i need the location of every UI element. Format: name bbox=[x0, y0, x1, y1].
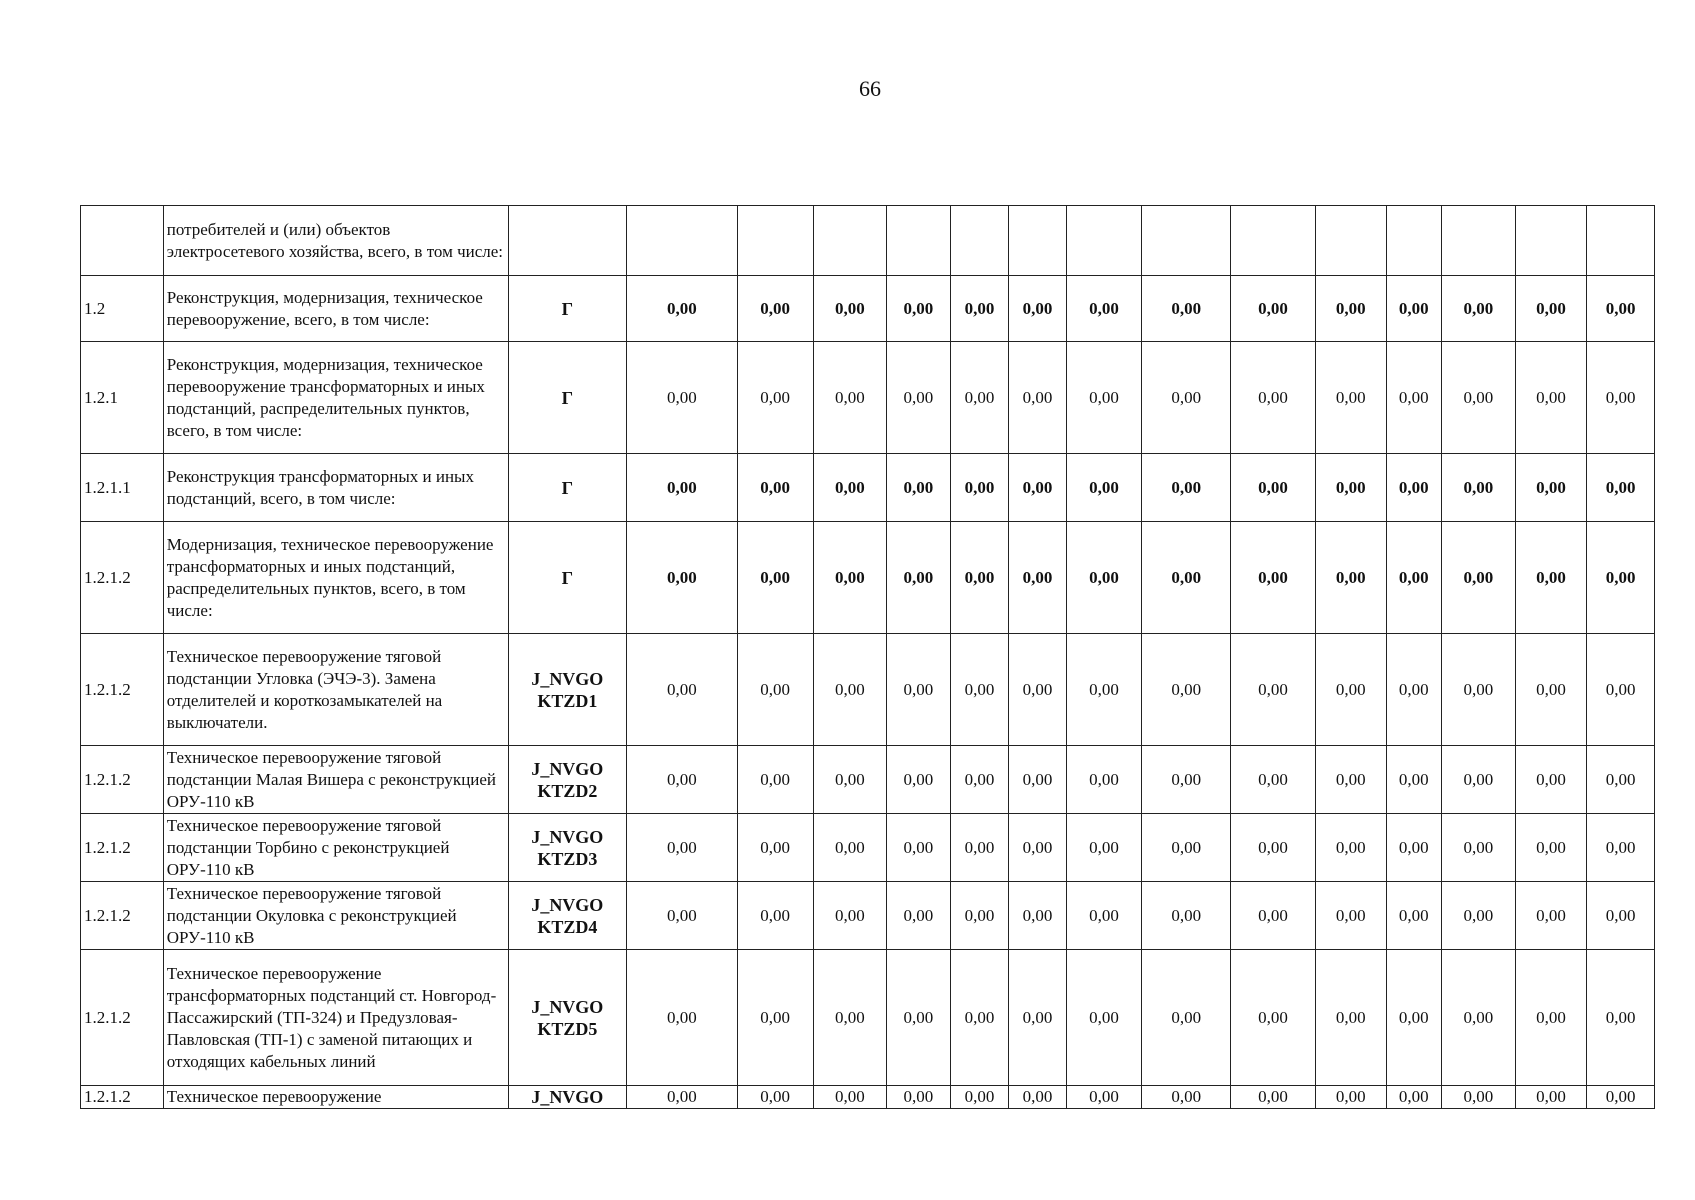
value-cell: 0,00 bbox=[950, 634, 1009, 746]
row-number: 1.2.1.2 bbox=[81, 746, 164, 814]
value-cell: 0,00 bbox=[950, 882, 1009, 950]
value-cell bbox=[1009, 206, 1067, 276]
value-cell: 0,00 bbox=[1009, 814, 1067, 882]
table-row bbox=[81, 206, 1655, 276]
value-cell: 0,00 bbox=[1142, 342, 1231, 454]
value-cell: 0,00 bbox=[1231, 276, 1316, 342]
value-cell: 0,00 bbox=[1142, 814, 1231, 882]
value-cell: 0,00 bbox=[813, 882, 887, 950]
row-description: Реконструкция, модернизация, техническое перевооружение, всего, в том числе: bbox=[163, 276, 508, 342]
row-description: Техническое перевооружение тяговой подстанции Торбино с реконструкцией ОРУ-110 кВ bbox=[163, 814, 508, 882]
value-cell: 0,00 bbox=[813, 634, 887, 746]
value-cell: 0,00 bbox=[1587, 454, 1655, 522]
row-number: 1.2.1.2 bbox=[81, 814, 164, 882]
value-cell: 0,00 bbox=[1587, 746, 1655, 814]
value-cell: 0,00 bbox=[1066, 1086, 1142, 1109]
value-cell: 0,00 bbox=[1066, 454, 1142, 522]
value-cell: 0,00 bbox=[1315, 882, 1386, 950]
project-code bbox=[508, 206, 626, 276]
value-cell: 0,00 bbox=[887, 746, 951, 814]
value-cell: 0,00 bbox=[626, 276, 737, 342]
row-description: потребителей и (или) объектов электросетевого хозяйства, всего, в том числе: bbox=[163, 206, 508, 276]
value-cell: 0,00 bbox=[1142, 882, 1231, 950]
value-cell: 0,00 bbox=[737, 814, 813, 882]
value-cell: 0,00 bbox=[1386, 814, 1441, 882]
value-cell: 0,00 bbox=[1515, 522, 1587, 634]
project-code: Г bbox=[508, 342, 626, 454]
table-row bbox=[81, 276, 1655, 342]
value-cell: 0,00 bbox=[626, 634, 737, 746]
value-cell: 0,00 bbox=[1442, 882, 1516, 950]
value-cell bbox=[737, 206, 813, 276]
value-cell: 0,00 bbox=[1142, 276, 1231, 342]
table-row bbox=[81, 454, 1655, 522]
row-description: Модернизация, техническое перевооружение трансформаторных и иных подстанций, распределительных пунктов, всего, в том числе: bbox=[163, 522, 508, 634]
value-cell: 0,00 bbox=[1315, 746, 1386, 814]
value-cell: 0,00 bbox=[737, 882, 813, 950]
row-number: 1.2.1.2 bbox=[81, 1086, 164, 1109]
value-cell: 0,00 bbox=[1386, 882, 1441, 950]
value-cell bbox=[813, 206, 887, 276]
value-cell: 0,00 bbox=[813, 950, 887, 1086]
value-cell: 0,00 bbox=[1442, 950, 1516, 1086]
value-cell: 0,00 bbox=[1442, 746, 1516, 814]
value-cell: 0,00 bbox=[1142, 950, 1231, 1086]
value-cell: 0,00 bbox=[887, 634, 951, 746]
value-cell: 0,00 bbox=[1442, 814, 1516, 882]
value-cell bbox=[1386, 206, 1441, 276]
value-cell bbox=[1587, 206, 1655, 276]
value-cell: 0,00 bbox=[1231, 634, 1316, 746]
value-cell: 0,00 bbox=[1009, 342, 1067, 454]
value-cell: 0,00 bbox=[1515, 1086, 1587, 1109]
value-cell: 0,00 bbox=[1231, 1086, 1316, 1109]
row-number: 1.2.1.2 bbox=[81, 522, 164, 634]
value-cell: 0,00 bbox=[737, 454, 813, 522]
value-cell: 0,00 bbox=[813, 276, 887, 342]
row-description: Техническое перевооружение тяговой подстанции Окуловка с реконструкцией ОРУ-110 кВ bbox=[163, 882, 508, 950]
row-number: 1.2.1.2 bbox=[81, 882, 164, 950]
value-cell bbox=[626, 206, 737, 276]
value-cell: 0,00 bbox=[737, 276, 813, 342]
value-cell: 0,00 bbox=[1066, 950, 1142, 1086]
table-row bbox=[81, 342, 1655, 454]
value-cell: 0,00 bbox=[737, 342, 813, 454]
value-cell: 0,00 bbox=[1386, 454, 1441, 522]
value-cell: 0,00 bbox=[1515, 634, 1587, 746]
project-code: Г bbox=[508, 276, 626, 342]
value-cell: 0,00 bbox=[1009, 276, 1067, 342]
value-cell: 0,00 bbox=[626, 1086, 737, 1109]
value-cell: 0,00 bbox=[1315, 522, 1386, 634]
value-cell: 0,00 bbox=[1231, 746, 1316, 814]
value-cell: 0,00 bbox=[626, 882, 737, 950]
value-cell: 0,00 bbox=[1386, 950, 1441, 1086]
row-description: Техническое перевооружение трансформаторных подстанций ст. Новгород-Пассажирский (ТП-324) и Предузловая-Павловская (ТП-1) с заменой питающих и отходящих кабельных линий bbox=[163, 950, 508, 1086]
value-cell: 0,00 bbox=[1315, 1086, 1386, 1109]
row-description: Техническое перевооружение тяговой подстанции Угловка (ЭЧЭ-3). Замена отделителей и короткозамыкателей на выключатели. bbox=[163, 634, 508, 746]
value-cell: 0,00 bbox=[1587, 276, 1655, 342]
value-cell: 0,00 bbox=[1442, 454, 1516, 522]
project-code: J_NVGO KTZD3 bbox=[508, 814, 626, 882]
value-cell: 0,00 bbox=[813, 814, 887, 882]
project-code: J_NVGO bbox=[508, 1086, 626, 1109]
row-number: 1.2 bbox=[81, 276, 164, 342]
value-cell: 0,00 bbox=[1231, 522, 1316, 634]
project-code: J_NVGO KTZD5 bbox=[508, 950, 626, 1086]
value-cell: 0,00 bbox=[626, 814, 737, 882]
value-cell: 0,00 bbox=[813, 342, 887, 454]
value-cell: 0,00 bbox=[1386, 276, 1441, 342]
value-cell bbox=[887, 206, 951, 276]
value-cell: 0,00 bbox=[1315, 634, 1386, 746]
table-row bbox=[81, 950, 1655, 1086]
value-cell: 0,00 bbox=[1386, 342, 1441, 454]
value-cell: 0,00 bbox=[1315, 454, 1386, 522]
value-cell bbox=[950, 206, 1009, 276]
value-cell: 0,00 bbox=[813, 522, 887, 634]
row-description: Реконструкция трансформаторных и иных подстанций, всего, в том числе: bbox=[163, 454, 508, 522]
value-cell: 0,00 bbox=[737, 746, 813, 814]
value-cell: 0,00 bbox=[626, 522, 737, 634]
value-cell: 0,00 bbox=[1066, 522, 1142, 634]
value-cell: 0,00 bbox=[887, 342, 951, 454]
value-cell bbox=[1142, 206, 1231, 276]
value-cell: 0,00 bbox=[950, 814, 1009, 882]
value-cell: 0,00 bbox=[1142, 522, 1231, 634]
value-cell: 0,00 bbox=[1315, 276, 1386, 342]
value-cell: 0,00 bbox=[626, 454, 737, 522]
value-cell: 0,00 bbox=[950, 746, 1009, 814]
value-cell: 0,00 bbox=[1587, 522, 1655, 634]
value-cell: 0,00 bbox=[1386, 1086, 1441, 1109]
value-cell: 0,00 bbox=[1066, 746, 1142, 814]
table-row bbox=[81, 522, 1655, 634]
value-cell: 0,00 bbox=[1142, 454, 1231, 522]
value-cell: 0,00 bbox=[813, 1086, 887, 1109]
value-cell: 0,00 bbox=[1515, 276, 1587, 342]
value-cell: 0,00 bbox=[1009, 1086, 1067, 1109]
value-cell: 0,00 bbox=[1442, 342, 1516, 454]
project-code: Г bbox=[508, 454, 626, 522]
value-cell: 0,00 bbox=[1009, 634, 1067, 746]
value-cell: 0,00 bbox=[1442, 522, 1516, 634]
value-cell: 0,00 bbox=[1231, 950, 1316, 1086]
row-number: 1.2.1.2 bbox=[81, 634, 164, 746]
table-row bbox=[81, 634, 1655, 746]
value-cell: 0,00 bbox=[1009, 522, 1067, 634]
value-cell: 0,00 bbox=[1142, 634, 1231, 746]
value-cell: 0,00 bbox=[950, 1086, 1009, 1109]
value-cell: 0,00 bbox=[737, 950, 813, 1086]
value-cell: 0,00 bbox=[950, 454, 1009, 522]
value-cell: 0,00 bbox=[887, 882, 951, 950]
value-cell: 0,00 bbox=[1587, 950, 1655, 1086]
value-cell: 0,00 bbox=[1386, 746, 1441, 814]
value-cell: 0,00 bbox=[887, 276, 951, 342]
value-cell: 0,00 bbox=[1142, 1086, 1231, 1109]
row-description: Техническое перевооружение bbox=[163, 1086, 508, 1109]
value-cell: 0,00 bbox=[1066, 814, 1142, 882]
row-number: 1.2.1.1 bbox=[81, 454, 164, 522]
value-cell: 0,00 bbox=[1315, 814, 1386, 882]
table-row bbox=[81, 746, 1655, 814]
value-cell bbox=[1315, 206, 1386, 276]
value-cell: 0,00 bbox=[1231, 454, 1316, 522]
project-code: Г bbox=[508, 522, 626, 634]
value-cell: 0,00 bbox=[1515, 454, 1587, 522]
project-code: J_NVGO KTZD2 bbox=[508, 746, 626, 814]
value-cell: 0,00 bbox=[1066, 276, 1142, 342]
value-cell: 0,00 bbox=[1587, 634, 1655, 746]
value-cell: 0,00 bbox=[1009, 454, 1067, 522]
value-cell: 0,00 bbox=[737, 634, 813, 746]
value-cell: 0,00 bbox=[1231, 342, 1316, 454]
value-cell: 0,00 bbox=[887, 1086, 951, 1109]
value-cell: 0,00 bbox=[626, 950, 737, 1086]
value-cell: 0,00 bbox=[1231, 882, 1316, 950]
value-cell: 0,00 bbox=[950, 950, 1009, 1086]
value-cell: 0,00 bbox=[1515, 814, 1587, 882]
value-cell: 0,00 bbox=[1442, 634, 1516, 746]
value-cell: 0,00 bbox=[1386, 634, 1441, 746]
value-cell bbox=[1515, 206, 1587, 276]
value-cell bbox=[1442, 206, 1516, 276]
value-cell: 0,00 bbox=[813, 454, 887, 522]
value-cell: 0,00 bbox=[1066, 342, 1142, 454]
value-cell: 0,00 bbox=[887, 950, 951, 1086]
row-number: 1.2.1.2 bbox=[81, 950, 164, 1086]
value-cell: 0,00 bbox=[1442, 1086, 1516, 1109]
value-cell: 0,00 bbox=[950, 522, 1009, 634]
value-cell bbox=[1231, 206, 1316, 276]
row-description: Техническое перевооружение тяговой подстанции Малая Вишера с реконструкцией ОРУ-110 кВ bbox=[163, 746, 508, 814]
table-row bbox=[81, 882, 1655, 950]
value-cell: 0,00 bbox=[1009, 882, 1067, 950]
value-cell: 0,00 bbox=[1587, 882, 1655, 950]
row-number: 1.2.1 bbox=[81, 342, 164, 454]
value-cell: 0,00 bbox=[950, 342, 1009, 454]
table-row bbox=[81, 1086, 1655, 1109]
project-code: J_NVGO KTZD1 bbox=[508, 634, 626, 746]
value-cell: 0,00 bbox=[1442, 276, 1516, 342]
value-cell: 0,00 bbox=[887, 522, 951, 634]
value-cell: 0,00 bbox=[1066, 634, 1142, 746]
value-cell: 0,00 bbox=[737, 522, 813, 634]
value-cell: 0,00 bbox=[950, 276, 1009, 342]
value-cell: 0,00 bbox=[1587, 1086, 1655, 1109]
value-cell: 0,00 bbox=[1515, 950, 1587, 1086]
table-row bbox=[81, 814, 1655, 882]
value-cell: 0,00 bbox=[626, 342, 737, 454]
value-cell: 0,00 bbox=[887, 454, 951, 522]
value-cell: 0,00 bbox=[737, 1086, 813, 1109]
value-cell bbox=[1066, 206, 1142, 276]
value-cell: 0,00 bbox=[1315, 950, 1386, 1086]
value-cell: 0,00 bbox=[1009, 746, 1067, 814]
page-number: 66 bbox=[859, 76, 881, 101]
value-cell: 0,00 bbox=[626, 746, 737, 814]
value-cell: 0,00 bbox=[813, 746, 887, 814]
value-cell: 0,00 bbox=[1009, 950, 1067, 1086]
value-cell: 0,00 bbox=[1587, 342, 1655, 454]
row-description: Реконструкция, модернизация, техническое перевооружение трансформаторных и иных подстанций, распределительных пунктов, всего, в том числе: bbox=[163, 342, 508, 454]
value-cell: 0,00 bbox=[1587, 814, 1655, 882]
value-cell: 0,00 bbox=[1515, 342, 1587, 454]
value-cell: 0,00 bbox=[1386, 522, 1441, 634]
value-cell: 0,00 bbox=[887, 814, 951, 882]
value-cell: 0,00 bbox=[1515, 882, 1587, 950]
investment-program-table bbox=[80, 205, 1655, 1109]
row-number bbox=[81, 206, 164, 276]
value-cell: 0,00 bbox=[1066, 882, 1142, 950]
value-cell: 0,00 bbox=[1231, 814, 1316, 882]
project-code: J_NVGO KTZD4 bbox=[508, 882, 626, 950]
value-cell: 0,00 bbox=[1315, 342, 1386, 454]
value-cell: 0,00 bbox=[1142, 746, 1231, 814]
value-cell: 0,00 bbox=[1515, 746, 1587, 814]
